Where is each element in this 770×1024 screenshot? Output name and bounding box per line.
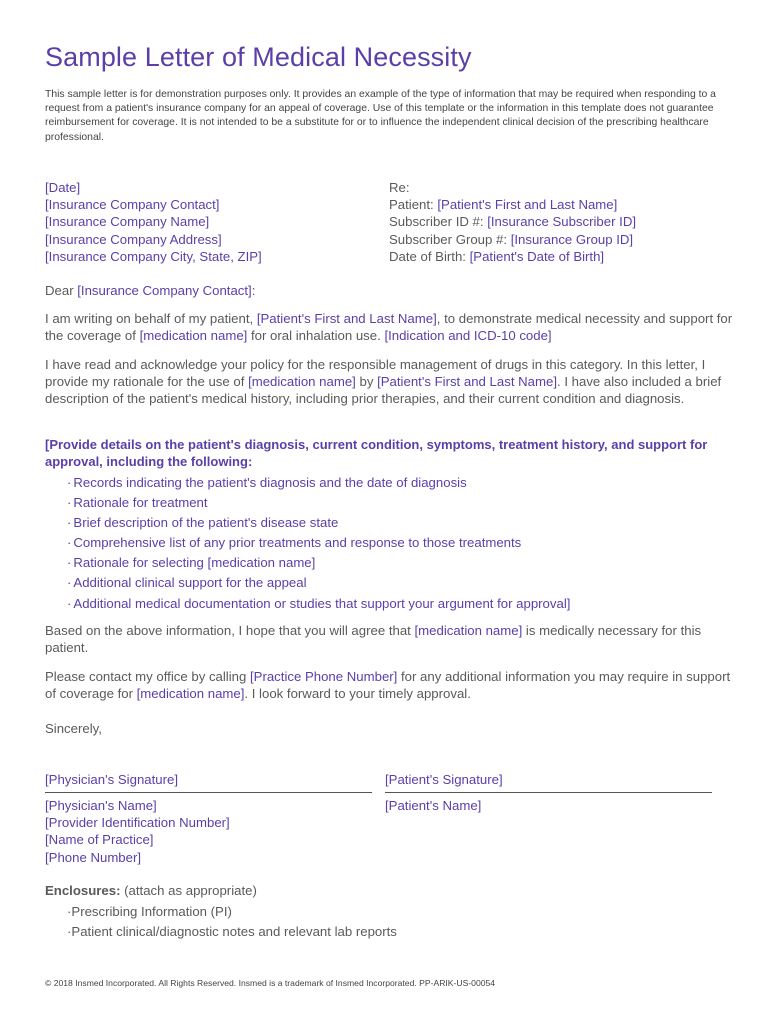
phone-placeholder: [Practice Phone Number] [250,669,398,684]
patient-label: Patient: [389,197,438,213]
subscriber-label: Subscriber ID #: [389,214,488,230]
paragraph-conclusion [45,622,735,656]
insurance-name-placeholder: [Insurance Company Name] [45,214,210,230]
text-run: is medically necessary for this patient. [45,623,702,656]
list-item-text: Brief description of the patient's disease state [73,515,339,531]
list-item [67,513,570,533]
patient-line [389,196,636,213]
medication-placeholder: [medication name] [248,374,356,390]
list-item-text: Prescribing Information (PI) [71,904,232,919]
medication-placeholder: [medication name] [139,328,248,344]
group-line [389,231,636,248]
list-item-text: Records indicating the patient's diagnosis and the date of diagnosis [73,475,467,490]
text-run: I am writing on behalf of my patient, [45,311,257,326]
copyright-footer: © 2018 Insmed Incorporated. All Rights Reserved. Insmed is a trademark of Insmed Incorporated. PP-ARIK-US-00054 [45,978,496,988]
salutation-contact: [Insurance Company Contact] [77,283,252,298]
text-run: Please contact my office by calling [45,669,250,684]
group-label: Subscriber Group #: [389,231,511,247]
dob-value: [Patient's Date of Birth] [469,248,605,264]
recipient-block [45,179,262,265]
insurance-contact-placeholder: [Insurance Company Contact] [45,197,220,213]
text-run: . I have also included a brief description of the patient's medical history, including prior therapies, and their current condition and diagnosis. [45,374,722,407]
text-run: for any additional information you may require in support of coverage for [45,669,731,702]
medication-placeholder: [medication name] [136,686,245,702]
patient-value: [Patient's First and Last Name] [437,197,618,213]
intro-disclaimer: This sample letter is for demonstration purposes only. It provides an example of the type of information that may be required when responding to a request from a patient's insurance company for an appeal of coverage. Use of this template or the information in this template does not guarantee reimbursement for coverage. It is not intended to be a substitute for or to influence the independent clinical decision of the prescribing healthcare professional. [45,89,716,143]
details-list [67,473,570,614]
text-run: by [355,374,378,390]
reference-block [389,179,636,265]
patient-name-label: [Patient's Name] [385,798,482,813]
salutation-suffix: : [251,283,256,298]
list-item-text: Rationale for selecting [medication name] [73,555,316,571]
patient-signature-line [385,792,712,793]
page-title: Sample Letter of Medical Necessity [45,42,472,72]
phone-number-placeholder: [Phone Number] [45,849,142,865]
re-label: Re: [389,180,410,195]
enclosures-list [67,902,397,942]
bullet-icon: · [67,595,72,611]
enclosures-label: Enclosures: [45,883,121,898]
details-heading: [Provide details on the patient's diagnosis, current condition, symptoms, treatment history, and support for approval, including the following: [45,437,708,470]
bullet-icon: · [67,515,72,531]
physician-signature-line [45,792,372,793]
patient-signature-label: [Patient's Signature] [385,772,503,787]
medication-placeholder: [medication name] [414,623,523,638]
text-run: , to demonstrate medical necessity and support for the coverage of [45,311,733,344]
text-run: . I look forward to your timely approval. [244,686,471,702]
provider-id-placeholder: [Provider Identification Number] [45,815,230,831]
enclosures-note: (attach as appropriate) [120,883,257,898]
list-item [67,473,570,493]
list-item [67,902,397,922]
text-run: I have read and acknowledge your policy for the responsible management of drugs in this category. In this letter, I provide my rationale for the use of [45,357,706,390]
practice-name-placeholder: [Name of Practice] [45,832,154,848]
subscriber-line [389,213,636,230]
paragraph-contact [45,668,735,702]
insurance-address-placeholder: [Insurance Company Address] [45,231,222,247]
list-item-text: Additional medical documentation or studies that support your argument for approval] [73,595,571,611]
bullet-icon: · [67,575,72,591]
physician-signature-label: [Physician's Signature] [45,772,178,787]
salutation [45,282,735,299]
dob-line [389,248,636,265]
list-item [67,553,570,573]
patient-name-placeholder: [Patient's First and Last Name] [377,374,557,390]
bullet-icon: · [67,904,72,919]
patient-name-placeholder: [Patient's First and Last Name] [256,311,437,326]
bullet-icon: · [67,924,72,940]
paragraph-purpose [45,310,735,344]
list-item-text: Comprehensive list of any prior treatments and response to those treatments [73,535,522,551]
bullet-icon: · [67,495,72,511]
list-item [67,573,570,593]
subscriber-value: [Insurance Subscriber ID] [487,214,637,230]
physician-name-placeholder: [Physician's Name] [45,798,157,813]
dob-label: Date of Birth: [389,248,470,264]
list-item [67,594,570,614]
list-item [67,493,570,513]
list-item [67,922,397,942]
bullet-icon: · [67,475,72,490]
text-run: Based on the above information, I hope that you will agree that [45,623,415,638]
paragraph-policy [45,356,735,408]
list-item-text: Rationale for treatment [73,495,208,511]
closing: Sincerely, [45,721,102,736]
bullet-icon: · [67,555,72,571]
list-item-text: Patient clinical/diagnostic notes and relevant lab reports [71,924,397,940]
text-run: for oral inhalation use. [247,328,385,344]
group-value: [Insurance Group ID] [510,231,634,247]
salutation-prefix: Dear [45,283,78,298]
date-placeholder: [Date] [45,180,81,195]
list-item-text: Additional clinical support for the appeal [73,575,307,591]
insurance-city-placeholder: [Insurance Company City, State, ZIP] [45,248,262,264]
enclosures-heading [45,882,257,899]
bullet-icon: · [67,535,72,551]
physician-info-block [45,797,230,866]
list-item [67,533,570,553]
indication-placeholder: [Indication and ICD-10 code] [384,328,552,344]
